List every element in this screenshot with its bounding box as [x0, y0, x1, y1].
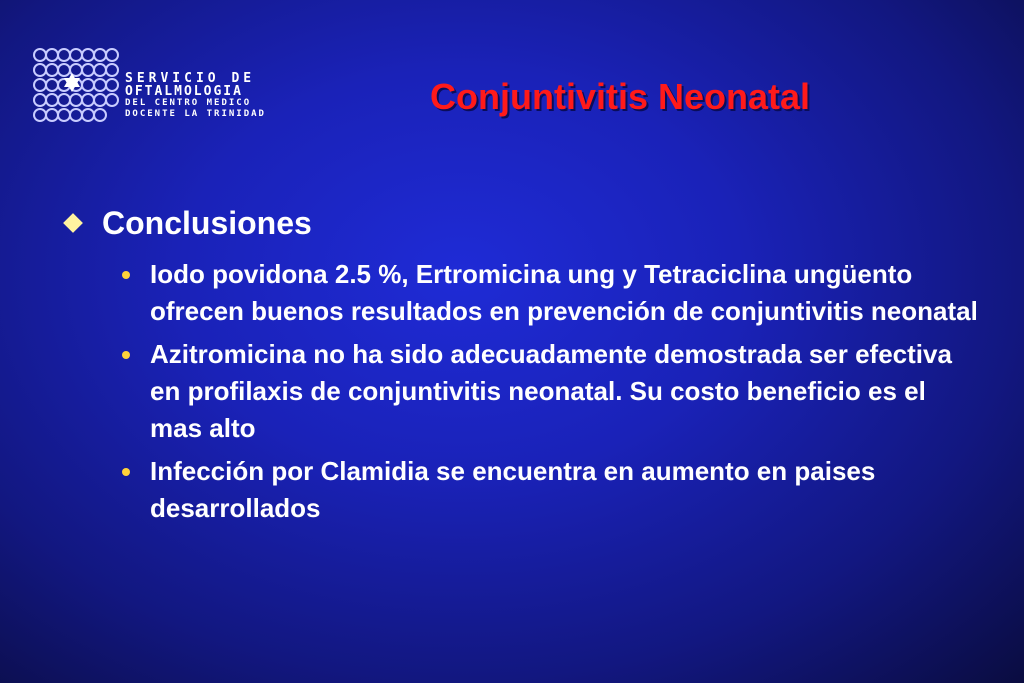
logo-line-3: DEL CENTRO MEDICO — [125, 98, 252, 108]
list-item — [118, 256, 978, 330]
list-item-text: Iodo povidona 2.5 %, Ertromicina ung y Tetraciclina ungüento ofrecen buenos resultados en prevención de conjuntivitis neonatal — [150, 259, 978, 326]
slide-title: Conjuntivitis Neonatal — [430, 76, 811, 117]
dot-bullet-icon — [122, 271, 130, 279]
logo-line-1: SERVICIO DE — [125, 71, 256, 86]
list-item — [118, 453, 978, 527]
diamond-bullet-icon — [63, 213, 83, 233]
dot-bullet-icon — [122, 468, 130, 476]
circles-emblem-icon — [30, 46, 122, 126]
clinic-logo — [30, 46, 330, 126]
conclusions-list — [118, 256, 978, 533]
logo-line-2: OFTALMOLOGIA — [125, 84, 243, 99]
logo-text — [125, 72, 266, 120]
list-item-text: Azitromicina no ha sido adecuadamente demostrada ser efectiva en profilaxis de conjuntivitis neonatal. Su costo beneficio es el mas alto — [150, 339, 952, 443]
section-heading — [66, 205, 312, 242]
dot-bullet-icon — [122, 351, 130, 359]
section-heading-label: Conclusiones — [102, 205, 312, 241]
list-item-text: Infección por Clamidia se encuentra en aumento en paises desarrollados — [150, 456, 876, 523]
list-item — [118, 336, 978, 447]
logo-line-4: DOCENTE LA TRINIDAD — [125, 109, 266, 119]
